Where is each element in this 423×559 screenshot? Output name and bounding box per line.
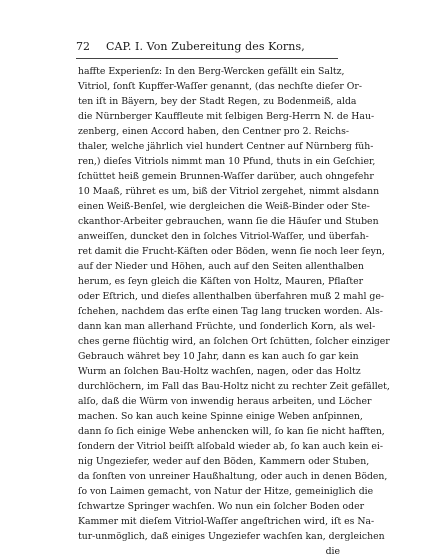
text-line: machen. So kan auch keine Spinne einige Weben anſpinnen, — [78, 411, 363, 422]
text-line: nig Ungeziefer, weder auf den Böden, Kammern oder Stuben, — [78, 456, 370, 467]
text-line: tur-unmöglich, daß einiges Ungeziefer wachſen kan, dergleichen — [78, 531, 385, 542]
text-line: ſondern der Vitriol beiſſt alſobald wieder ab, ſo kan auch kein ei- — [78, 441, 383, 452]
text-line: ckanthor-Arbeiter gebrauchen, wann ſie die Häuſer und Stuben — [78, 216, 379, 227]
text-line: thaler, welche jährlich viel hundert Centner auf Nürnberg füh- — [78, 141, 374, 152]
text-line: Vitriol, ſonſt Kupffer-Waſſer genannt, (das nechſte dieſer Or- — [78, 81, 362, 92]
text-line: da ſonſten von unreiner Haußhaltung, oder auch in denen Böden, — [78, 471, 388, 482]
header-rule — [76, 58, 338, 59]
text-line: zenberg, einen Accord haben, den Centner pro 2. Reichs- — [78, 126, 349, 137]
text-line: ten iſt in Bäyern, bey der Stadt Regen, zu Bodenmeiß, alda — [78, 96, 357, 107]
text-line: dann ſo ſich einige Webe anhencken will, ſo kan ſie nicht hafften, — [78, 426, 385, 437]
page-header — [76, 39, 338, 55]
page-number: 72 — [76, 40, 90, 53]
text-line: auf der Nieder und Höhen, auch auf den Seiten allenthalben — [78, 261, 364, 272]
text-line: anweiſſen, duncket den in ſolches Vitriol-Waſſer, und überfah- — [78, 231, 369, 242]
text-line: dann kan man allerhand Früchte, und ſonderlich Korn, als wel- — [78, 321, 376, 332]
text-line: haffte Experienſz: In den Berg-Wercken gefällt ein Saltz, — [78, 66, 345, 77]
text-line: durchlöchern, im Fall das Bau-Holtz nicht zu rechter Zeit gefället, — [78, 381, 390, 392]
text-line: einen Weiß-Benſel, wie dergleichen die Weiß-Binder oder Ste- — [78, 201, 370, 212]
text-line: ren,) dieſes Vitriols nimmt man 10 Pfund, thuts in ein Geſchier, — [78, 156, 376, 167]
text-line: oder Eſtrich, und dieſes allenthalben überfahren muß 2 mahl ge- — [78, 291, 384, 302]
text-line: Wurm an ſolchen Bau-Holtz wachſen, nagen, oder das Holtz — [78, 366, 361, 377]
text-line: ſo von Laimen gemacht, von Natur der Hitze, gemeiniglich die — [78, 486, 374, 497]
catchword: die — [325, 546, 340, 557]
text-line: herum, es ſeyn gleich die Käſten von Holtz, Mauren, Pflaſter — [78, 276, 364, 287]
running-head: CAP. I. Von Zubereitung des Korns, — [106, 40, 305, 53]
text-line: Gebrauch währet bey 10 Jahr, dann es kan auch ſo gar kein — [78, 351, 359, 362]
text-line: ſchüttet heiß gemein Brunnen-Waſſer darüber, auch ohngefehr — [78, 171, 374, 182]
text-line: Kammer mit dieſem Vitriol-Waſſer angeſtrichen wird, iſt es Na- — [78, 516, 375, 527]
text-line: ſchehen, nachdem das erſte einen Tag lang trucken worden. Als- — [78, 306, 383, 317]
text-line: die Nürnberger Kauffleute mit ſelbigen Berg-Herrn N. de Hau- — [78, 111, 375, 122]
text-line: ret damit die Frucht-Käſten oder Böden, wenn ſie noch leer ſeyn, — [78, 246, 385, 257]
text-line: ſchwartze Springer wachſen. Wo nun ein ſolcher Boden oder — [78, 501, 365, 512]
text-line: 10 Maaß, rühret es um, biß der Vitriol zergehet, nimmt alsdann — [78, 186, 380, 197]
text-line: ches gerne flüchtig wird, an ſolchen Ort ſchütten, ſolcher einziger — [78, 336, 390, 347]
body-text — [78, 64, 390, 559]
text-line: alſo, daß die Würm von inwendig heraus arbeiten, und Löcher — [78, 396, 372, 407]
